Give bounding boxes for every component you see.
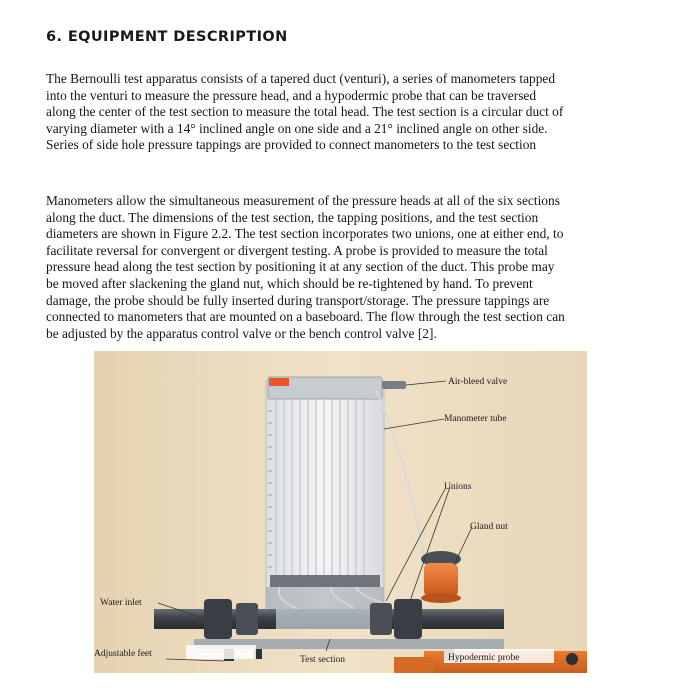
paragraph-line: connected to manometers that are mounted on a baseboard. The flow through the test section can bbox=[46, 309, 565, 325]
figure-label-gland-nut: Gland nut bbox=[470, 522, 508, 532]
paragraph-line: into the venturi to measure the pressure head, and a hypodermic probe that can be traversed bbox=[46, 87, 537, 103]
figure-label-manometer-tube: Manometer tube bbox=[444, 414, 507, 424]
section-heading: 6. EQUIPMENT DESCRIPTION bbox=[46, 29, 288, 45]
figure-label-water-inlet: Water inlet bbox=[100, 598, 142, 608]
paragraph-line: be moved after slackening the gland nut, which should be re-tightened by hand. To prevent bbox=[46, 275, 533, 291]
paragraph-line: Series of side hole pressure tappings are provided to connect manometers to the test section bbox=[46, 137, 537, 153]
paragraph-line: along the center of the test section to measure the total head. The test section is a circular duct of bbox=[46, 104, 564, 120]
paragraph-line: diameters are shown in Figure 2.2. The test section incorporates two unions, one at either end, to bbox=[46, 226, 564, 242]
paragraph-apparatus-description bbox=[46, 71, 646, 154]
figure-label-test-section: Test section bbox=[300, 655, 345, 665]
apparatus-photo bbox=[94, 351, 587, 673]
paragraph-line: damage, the probe should be fully inserted during transport/storage. The pressure tappings are bbox=[46, 292, 550, 308]
paragraph-line: pressure head along the test section by positioning it at any section of the duct. This probe may bbox=[46, 259, 555, 275]
paragraph-line: be adjusted by the apparatus control valve or the bench control valve [2]. bbox=[46, 325, 437, 341]
paragraph-line: The Bernoulli test apparatus consists of a tapered duct (venturi), a series of manometers tapped bbox=[46, 71, 556, 86]
air-bleed-valve-icon bbox=[382, 381, 406, 389]
paragraph-line: along the duct. The dimensions of the test section, the tapping positions, and the test section bbox=[46, 209, 539, 225]
paragraph-line: facilitate reversal for convergent or divergent testing. A probe is provided to measure the total bbox=[46, 242, 548, 258]
figure-label-hypodermic-probe: Hypodermic probe bbox=[448, 653, 520, 663]
paragraph-line: varying diameter with a 14° inclined angle on one side and a 21° inclined angle on other side. bbox=[46, 120, 548, 136]
gland-nut-icon bbox=[421, 551, 461, 603]
figure-label-unions: Unions bbox=[444, 482, 472, 492]
figure-label-adjustable-feet: Adjustable feet bbox=[94, 649, 152, 659]
paragraph-manometers bbox=[46, 193, 646, 342]
figure-label-air-bleed-valve: Air-bleed valve bbox=[448, 377, 508, 387]
paragraph-line: Manometers allow the simultaneous measurement of the pressure heads at all of the six sections bbox=[46, 193, 560, 208]
